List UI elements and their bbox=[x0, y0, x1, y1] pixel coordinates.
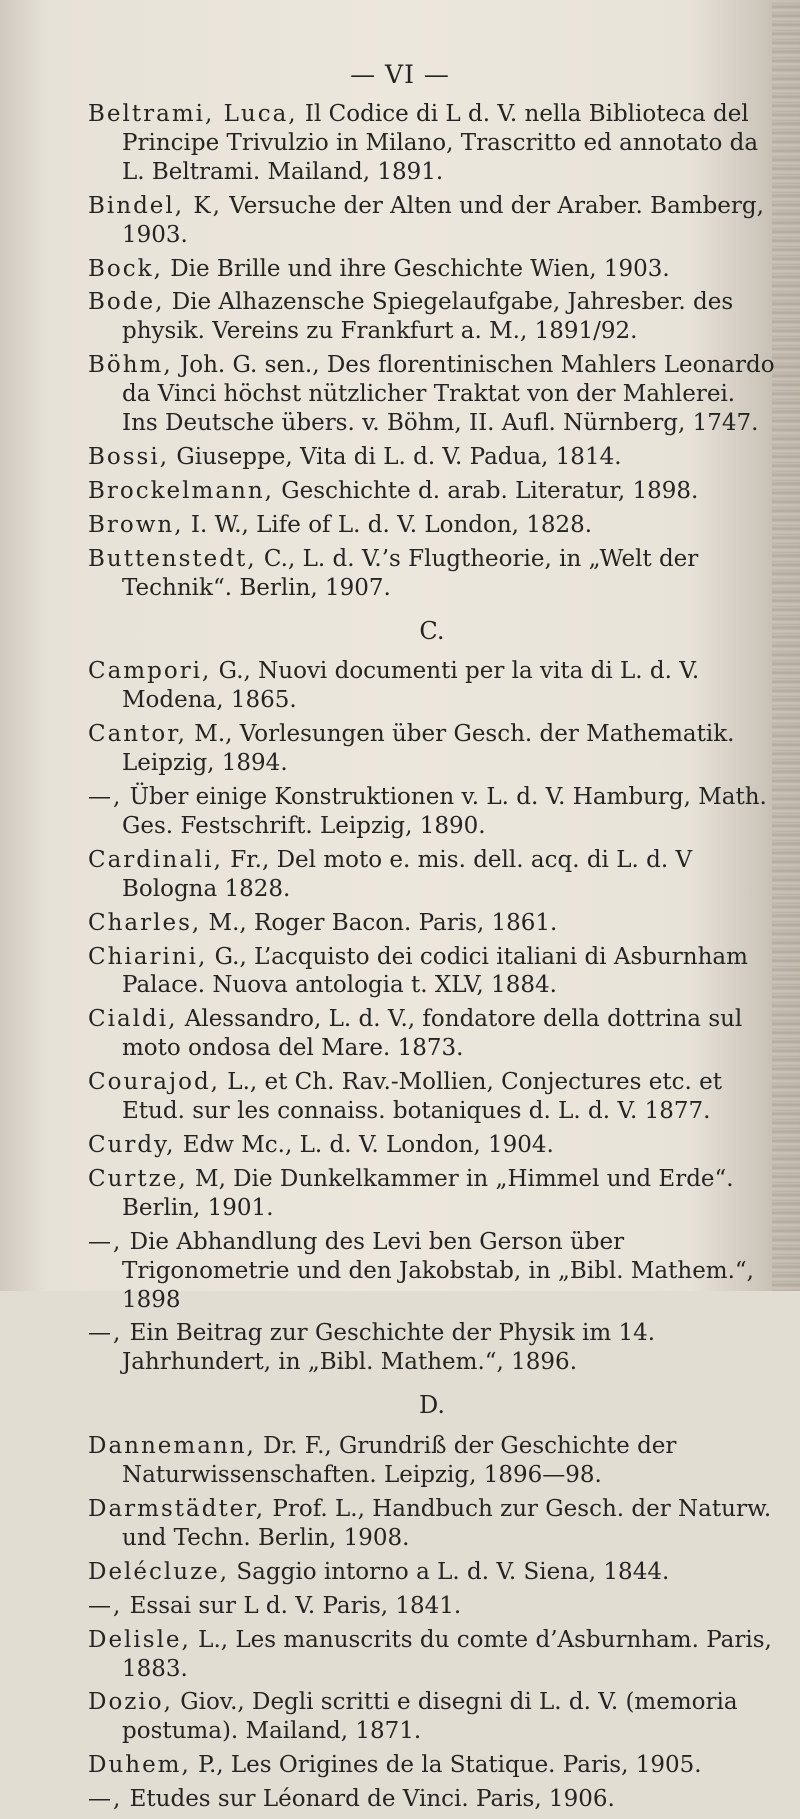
bibliography-entry bbox=[88, 1751, 776, 1780]
bibliography-entry bbox=[88, 288, 776, 346]
entry-author: Delécluze, bbox=[88, 1558, 230, 1585]
bibliography-entry bbox=[88, 1785, 776, 1814]
entry-text: Joh. G. sen., Des florentinischen Mahlers Leonardo da Vinci höchst nützlicher Traktat von der Mahlerei. Ins Deutsche übers. v. Böhm, II. Aufl. Nürnberg, 1747. bbox=[122, 352, 775, 437]
entry-author: Cialdi, bbox=[88, 1006, 178, 1033]
entry-text: Giuseppe, Vita di L. d. V. Padua, 1814. bbox=[169, 443, 622, 470]
bibliography-entry bbox=[88, 443, 776, 472]
entry-text: Geschichte d. arab. Literatur, 1898. bbox=[274, 477, 699, 504]
bibliography-entry bbox=[88, 657, 776, 715]
bibliography-entry bbox=[88, 1068, 776, 1126]
entry-author: Delisle, bbox=[88, 1626, 191, 1653]
entry-author: —, bbox=[88, 1786, 123, 1813]
entry-author: Duhem, bbox=[88, 1752, 191, 1779]
entry-text: Edw Mc., L. d. V. London, 1904. bbox=[175, 1132, 554, 1158]
entry-author: Darmstädter, bbox=[88, 1495, 266, 1522]
entry-text: M., Vorlesungen über Gesch. der Mathematik. Leipzig, 1894. bbox=[122, 721, 735, 777]
bibliography-entry bbox=[88, 1005, 776, 1063]
bibliography-entry bbox=[88, 511, 776, 540]
entry-text: Alessandro, L. d. V., fondatore della dottrina sul moto ondosa del Mare. 1873. bbox=[122, 1006, 743, 1062]
bibliography-entry bbox=[88, 1228, 776, 1315]
entry-author: Cantor, bbox=[88, 721, 187, 748]
bibliography-entry bbox=[88, 1165, 776, 1223]
page-edge-shadow bbox=[772, 0, 800, 1291]
entry-text: Über einige Konstruktionen v. L. d. V. Hamburg, Math. Ges. Festschrift. Leipzig, 1890. bbox=[122, 784, 767, 839]
bibliography-entry bbox=[88, 1558, 776, 1587]
bibliography-group-c bbox=[88, 657, 776, 1377]
entry-text: Die Abhandlung des Levi ben Gerson über Trigonometrie und den Jakobstab, in „Bibl. Mathem.“, 1898 bbox=[122, 1228, 754, 1313]
section-heading-d: D. bbox=[418, 1391, 445, 1420]
section-heading-c: C. bbox=[419, 616, 445, 645]
entry-author: Bode, bbox=[88, 289, 165, 316]
entry-text: Saggio intorno a L. d. V. Siena, 1844. bbox=[229, 1558, 670, 1585]
entry-text: P., Les Origines de la Statique. Paris, 1905. bbox=[190, 1752, 702, 1779]
bibliography-entry bbox=[88, 909, 776, 938]
entry-text: G., L’acquisto dei codici italiani di Asburnham Palace. Nuova antologia t. XLV, 1884. bbox=[122, 943, 748, 999]
bibliography-entry bbox=[88, 943, 776, 1001]
entry-author: Buttenstedt, bbox=[88, 545, 257, 572]
entry-author: Beltrami, Luca, bbox=[88, 101, 298, 127]
page-number: — VI — bbox=[350, 60, 450, 89]
entry-author: —, bbox=[88, 784, 123, 811]
entry-author: Campori, bbox=[88, 658, 212, 685]
entry-text: Fr., Del moto e. mis. dell. acq. di L. d. V Bologna 1828. bbox=[122, 846, 693, 902]
bibliography-entry bbox=[88, 477, 776, 506]
bibliography-entry bbox=[88, 783, 776, 841]
bibliography-entry bbox=[88, 720, 776, 778]
entry-author: —, bbox=[88, 1592, 123, 1619]
entry-text: L., Les manuscrits du comte d’Asburnham. Paris, 1883. bbox=[122, 1626, 772, 1682]
bibliography-entry bbox=[88, 1432, 776, 1490]
entry-text: Versuche der Alten und der Araber. Bamberg, 1903. bbox=[122, 192, 764, 248]
entry-author: Charles, bbox=[88, 909, 202, 936]
bibliography-entry bbox=[88, 1592, 776, 1621]
entry-author: Brockelmann, bbox=[88, 477, 274, 504]
entry-text: Prof. L., Handbuch zur Gesch. der Naturw. und Techn. Berlin, 1908. bbox=[122, 1495, 772, 1551]
entry-author: Bossi, bbox=[88, 443, 170, 470]
entry-text: Giov., Degli scritti e disegni di L. d. V. (memoria postuma). Mailand, 1871. bbox=[122, 1689, 738, 1745]
entry-text: M, Die Dunkelkammer in „Himmel und Erde“. Berlin, 1901. bbox=[122, 1165, 734, 1221]
entry-author: —, bbox=[88, 1320, 123, 1347]
bibliography-entry bbox=[88, 1131, 776, 1160]
bibliography-entry bbox=[88, 1688, 776, 1746]
entry-text: Dr. F., Grundriß der Geschichte der Naturwissenschaften. Leipzig, 1896—98. bbox=[122, 1433, 677, 1489]
entry-author: Bock, bbox=[88, 255, 163, 282]
entry-author: Courajod, bbox=[88, 1069, 220, 1096]
entry-text: Etudes sur Léonard de Vinci. Paris, 1906. bbox=[122, 1786, 615, 1813]
bibliography-group-d bbox=[88, 1432, 776, 1814]
entry-text: M., Roger Bacon. Paris, 1861. bbox=[201, 909, 558, 936]
entry-author: Bindel, K, bbox=[88, 192, 222, 219]
entry-text: C., L. d. V.’s Flugtheorie, in „Welt der Technik“. Berlin, 1907. bbox=[122, 545, 699, 601]
entry-author: Dannemann, bbox=[88, 1433, 256, 1460]
entry-text: Die Alhazensche Spiegelaufgabe, Jahresber. des physik. Vereins zu Frankfurt a. M., 1891/92. bbox=[122, 289, 734, 345]
bibliography-entry bbox=[88, 1495, 776, 1553]
entry-text: Essai sur L d. V. Paris, 1841. bbox=[122, 1592, 462, 1619]
entry-author: Brown, bbox=[88, 511, 184, 538]
entry-author: Curdy, bbox=[88, 1132, 176, 1158]
entry-text: Il Codice di L d. V. nella Biblioteca del Principe Trivulzio in Milano, Trascritto ed annotato da L. Beltrami. Mailand, 1891. bbox=[122, 101, 759, 185]
entry-text: L., et Ch. Rav.-Mollien, Conjectures etc. et Etud. sur les connaiss. botaniques d. L. d. V. 1877. bbox=[122, 1069, 722, 1125]
entry-author: Curtze, bbox=[88, 1165, 188, 1192]
bibliography-entry bbox=[88, 1319, 776, 1377]
entry-author: Böhm, bbox=[88, 352, 173, 379]
bibliography-entry bbox=[88, 351, 776, 438]
bibliography-entry bbox=[88, 100, 776, 187]
bibliography-entry bbox=[88, 545, 776, 603]
bibliography-entry bbox=[88, 1626, 776, 1684]
entry-text: I. W., Life of L. d. V. London, 1828. bbox=[183, 511, 593, 538]
entry-author: Chiarini, bbox=[88, 943, 208, 970]
entry-text: G., Nuovi documenti per la vita di L. d. V. Modena, 1865. bbox=[122, 658, 700, 714]
entry-author: —, bbox=[88, 1228, 123, 1255]
entry-author: Cardinali, bbox=[88, 846, 223, 873]
bibliography-group-b bbox=[88, 100, 776, 603]
bibliography-entry bbox=[88, 192, 776, 250]
entry-author: Dozio, bbox=[88, 1689, 173, 1716]
entry-text: Die Brille und ihre Geschichte Wien, 1903. bbox=[162, 255, 670, 282]
bibliography-entry bbox=[88, 846, 776, 904]
bibliography bbox=[88, 100, 776, 1819]
entry-text: Ein Beitrag zur Geschichte der Physik im 14. Jahrhundert, in „Bibl. Mathem.“, 1896. bbox=[122, 1320, 656, 1376]
bibliography-entry bbox=[88, 255, 776, 284]
